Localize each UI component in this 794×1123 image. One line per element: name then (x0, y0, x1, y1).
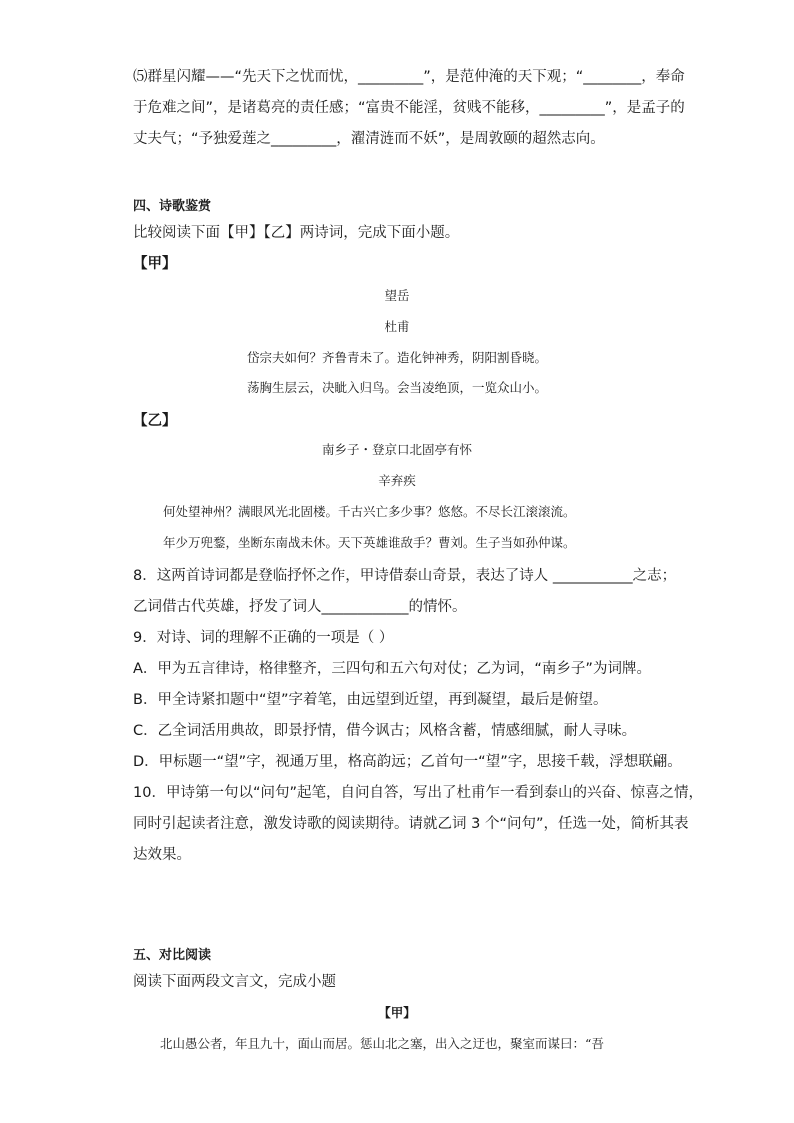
q9-stem: 9．对诗、词的理解不正确的一项是（ ） (133, 630, 394, 646)
q5-line-1: ⑸群星闪耀——“先天下之忧而忧，_________”，是范仲淹的天下观；“________，奉命 (133, 69, 685, 85)
poem-2-title: 南乡子・登京口北固亭有怀 (321, 442, 472, 457)
section-5-text-line-1: 北山愚公者，年且九十，面山而居。惩山北之塞，出入之迂也，聚室而谋曰：“吾 (160, 1036, 604, 1051)
q5-line-3: 丈夫气；“予独爱莲之_________，濯清涟而不妖”，是周敦颐的超然志向。 (133, 131, 605, 147)
poem-1-line-1: 岱宗夫如何？齐鲁青未了。造化钟神秀，阴阳割昏晓。 (246, 350, 547, 365)
section-5-jia-label: 【甲】 (378, 1005, 416, 1020)
q8-line-2: 乙词借古代英雄，抒发了词人____________的情怀。 (133, 599, 467, 615)
section-5-intro: 阅读下面两段文言文，完成小题 (133, 974, 336, 990)
poem-1-title: 望岳 (384, 288, 410, 303)
q10-line-3: 达效果。 (133, 847, 191, 863)
section-5-title: 五、对比阅读 (133, 948, 212, 963)
poem-2-author: 辛弃疾 (378, 473, 416, 488)
poem-2-line-1: 何处望神州？满眼风光北固楼。千古兴亡多少事？悠悠。不尽长江滚滚流。 (163, 504, 576, 519)
section-4-intro: 比较阅读下面【甲】【乙】两诗词，完成下面小题。 (133, 225, 460, 241)
section-4-title: 四、诗歌鉴赏 (133, 199, 212, 214)
jia-label: 【甲】 (133, 256, 177, 272)
q9-option-c: C．乙全词活用典故，即景抒情，借今讽古；风格含蓄，情感细腻，耐人寻味。 (133, 723, 637, 739)
q8-line-1: 8．这两首诗词都是登临抒怀之作，甲诗借泰山奇景，表达了诗人 ___________之志； (133, 568, 677, 584)
q10-line-1: 10．甲诗第一句以“问句”起笔，自问自答，写出了杜甫乍一看到泰山的兴奋、惊喜之情， (133, 785, 703, 801)
q9-option-a: A．甲为五言律诗，格律整齐，三四句和五六句对仗；乙为词，“南乡子”为词牌。 (133, 661, 651, 677)
yi-label: 【乙】 (133, 413, 177, 429)
q10-line-2: 同时引起读者注意，激发诗歌的阅读期待。请就乙词 3 个“问句”，任选一处，简析其表 (133, 816, 689, 832)
q9-option-d: D．甲标题一“望”字，视通万里，格高韵远；乙首句一“望”字，思接千载，浮想联翩。 (133, 754, 682, 770)
poem-1-author: 杜甫 (384, 319, 410, 334)
poem-2-line-2: 年少万兜鍪，坐断东南战未休。天下英雄谁敌手？曹刘。生子当如孙仲谋。 (163, 535, 576, 550)
poem-1-line-2: 荡胸生层云，决眦入归鸟。会当凌绝顶，一览众山小。 (246, 380, 547, 395)
q9-option-b: B．甲全诗紧扣题中“望”字着笔，由远望到近望，再到凝望，最后是俯望。 (133, 692, 608, 708)
q5-line-2: 于危难之间”，是诸葛亮的责任感；“富贵不能淫，贫贱不能移，_________”，是孟子的 (133, 100, 685, 116)
